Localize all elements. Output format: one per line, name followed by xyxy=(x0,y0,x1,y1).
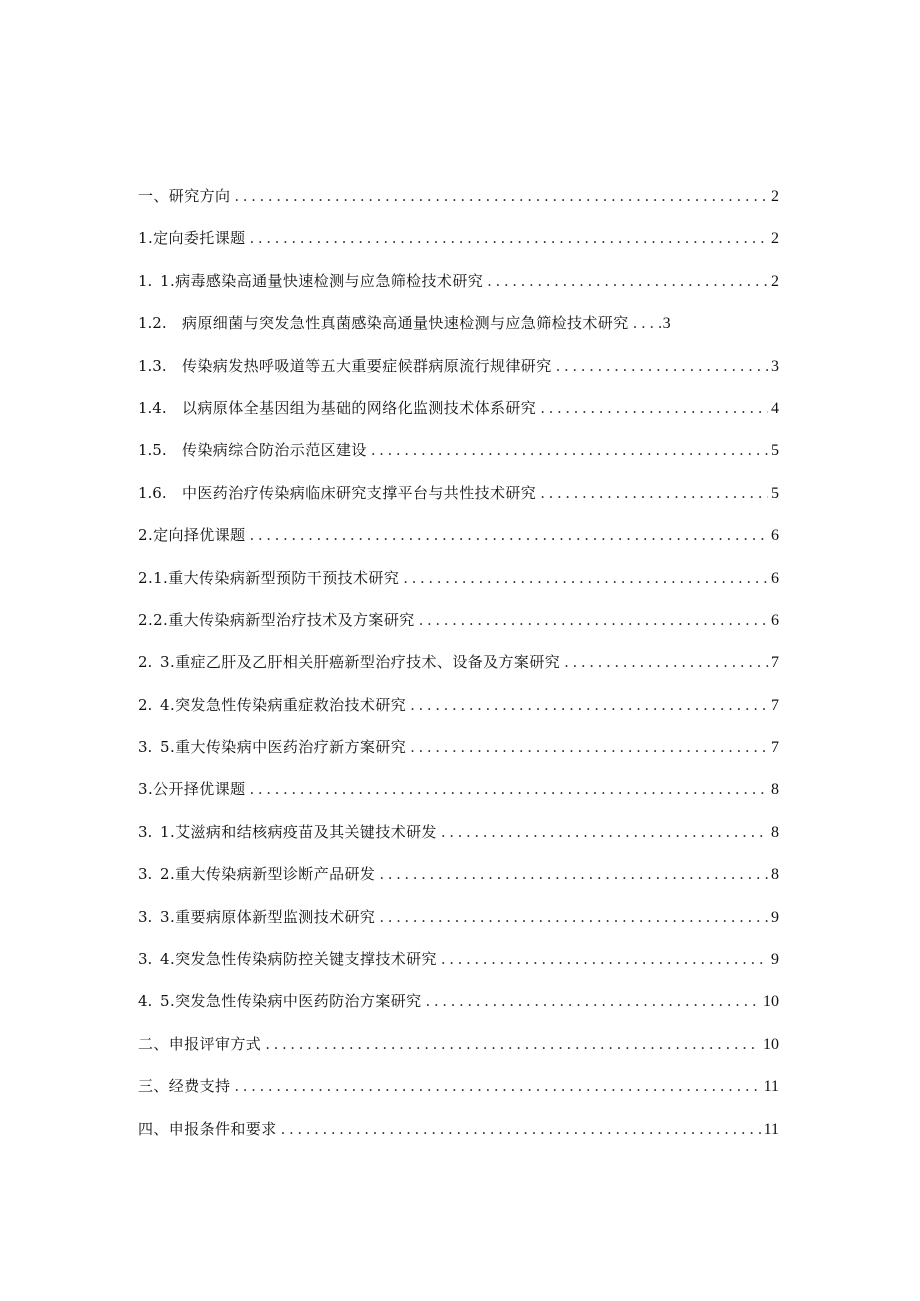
toc-entry-text: 2.重大传染病新型诊断产品研发 xyxy=(160,865,376,884)
toc-entry-text: 5.重大传染病中医药治疗新方案研究 xyxy=(160,738,407,757)
toc-entry-number: 3. xyxy=(138,950,153,969)
toc-entry-number: 1.5. xyxy=(138,441,167,460)
toc-entry-title xyxy=(138,941,437,977)
toc-entry-page: 3 xyxy=(771,357,779,375)
toc-entry-text: 传染病发热呼吸道等五大重要症候群病原流行规律研究 xyxy=(182,356,552,375)
toc-entry-title xyxy=(138,348,552,384)
toc-entry[interactable] xyxy=(138,1068,779,1110)
toc-entry[interactable] xyxy=(138,983,779,1025)
toc-entry-text: 以病原体全基因组为基础的网络化监测技术体系研究 xyxy=(182,398,537,417)
toc-leader xyxy=(234,1068,760,1104)
toc-entry-text: 1.艾滋病和结核病疫苗及其关键技术研发 xyxy=(160,822,437,841)
toc-entry-number: 3. xyxy=(138,865,153,884)
toc-leader xyxy=(234,178,768,214)
toc-leader xyxy=(487,263,768,299)
toc-entry-text: 3.重症乙肝及乙肝相关肝癌新型治疗技术、设备及方案研究 xyxy=(160,653,561,672)
toc-leader xyxy=(540,475,768,511)
toc-entry[interactable] xyxy=(138,644,779,686)
toc-entry-page: 2 xyxy=(771,188,779,205)
toc-entry[interactable] xyxy=(138,348,779,390)
toc-entry-page: 5 xyxy=(771,442,779,460)
toc-entry-number: 3. xyxy=(138,738,153,757)
toc-entry-title xyxy=(138,687,406,723)
toc-leader xyxy=(250,771,768,807)
toc-entry[interactable] xyxy=(138,390,779,432)
toc-entry-title: 2.2.重大传染病新型治疗技术及方案研究 xyxy=(138,610,415,629)
toc-entry[interactable] xyxy=(138,178,779,220)
toc-entry-page: 8 xyxy=(771,823,779,841)
toc-entry-title xyxy=(138,475,536,511)
toc-entry-text: 5.突发急性传染病中医药防治方案研究 xyxy=(160,992,422,1011)
toc-leader xyxy=(556,348,768,384)
toc-entry-text: 4.突发急性传染病重症救治技术研究 xyxy=(160,695,407,714)
toc-entry[interactable] xyxy=(138,941,779,983)
toc-entry-title: 四、申报条件和要求 xyxy=(138,1119,277,1138)
toc-entry-page: 10 xyxy=(763,993,779,1011)
toc-entry[interactable] xyxy=(138,899,779,941)
toc-entry[interactable] xyxy=(138,475,779,517)
toc-entry-number: 2. xyxy=(138,653,153,672)
toc-entry-title xyxy=(138,263,483,299)
toc-leader xyxy=(441,941,768,977)
toc-entry-title: 二、申报评审方式 xyxy=(138,1034,262,1053)
toc-entry-page: 8 xyxy=(771,866,779,884)
toc-leader xyxy=(410,687,768,723)
toc-entry-title xyxy=(138,814,437,850)
toc-leader xyxy=(564,644,768,680)
toc-entry-text: 病原细菌与突发急性真菌感染高通量快速检测与应急筛检技术研究 xyxy=(182,314,629,333)
toc-entry[interactable] xyxy=(138,517,779,559)
toc-entry-text: 1.病毒感染高通量快速检测与应急筛检技术研究 xyxy=(160,271,484,290)
toc-entry-number: 3. xyxy=(138,907,153,926)
toc-entry-title xyxy=(138,983,422,1019)
toc-entry[interactable] xyxy=(138,856,779,898)
toc-entry-page: 5 xyxy=(771,484,779,502)
toc-entry[interactable] xyxy=(138,1026,779,1068)
toc-leader xyxy=(403,560,768,596)
toc-entry-text: 传染病综合防治示范区建设 xyxy=(182,441,367,460)
toc-entry-title: 三、经费支持 xyxy=(138,1077,231,1096)
toc-entry-page: 6 xyxy=(771,527,779,545)
table-of-contents xyxy=(138,178,779,1153)
toc-leader xyxy=(426,983,760,1019)
toc-entry-number: 1. xyxy=(138,271,153,290)
toc-entry[interactable] xyxy=(138,729,779,771)
toc-leader xyxy=(419,602,768,638)
toc-entry[interactable] xyxy=(138,602,779,644)
toc-entry-text: 4.突发急性传染病防控关键支撑技术研究 xyxy=(160,950,437,969)
toc-leader xyxy=(540,390,768,426)
toc-entry-page: 4 xyxy=(771,399,779,417)
toc-entry[interactable] xyxy=(138,687,779,729)
toc-entry[interactable] xyxy=(138,220,779,262)
toc-entry-number: 1.6. xyxy=(138,483,167,502)
toc-leader xyxy=(250,517,768,553)
toc-entry-page: 7 xyxy=(771,739,779,757)
toc-leader xyxy=(379,856,768,892)
toc-leader xyxy=(281,1111,761,1147)
toc-entry-page: 11 xyxy=(763,1120,779,1138)
toc-entry[interactable] xyxy=(138,560,779,602)
toc-entry-number: 3. xyxy=(138,822,153,841)
toc-entry-page: 2 xyxy=(771,230,779,248)
toc-entry[interactable] xyxy=(138,1111,779,1153)
toc-entry-page: 7 xyxy=(771,696,779,714)
toc-entry-title xyxy=(138,432,367,468)
toc-entry[interactable] xyxy=(138,432,779,474)
toc-entry-number: 4. xyxy=(138,992,153,1011)
toc-entry-number: 1.3. xyxy=(138,356,167,375)
toc-entry-title: 2.1.重大传染病新型预防干预技术研究 xyxy=(138,568,400,587)
toc-entry-title xyxy=(138,856,375,892)
toc-entry-title: 1.定向委托课题 xyxy=(138,229,246,248)
toc-entry-title xyxy=(138,644,560,680)
toc-entry-number: 2. xyxy=(138,695,153,714)
toc-entry-title xyxy=(138,305,629,341)
toc-entry-title xyxy=(138,390,536,426)
toc-entry-page: 11 xyxy=(763,1078,779,1096)
toc-leader xyxy=(265,1026,760,1062)
toc-leader xyxy=(441,814,768,850)
toc-entry-page: 8 xyxy=(771,781,779,799)
toc-entry-title xyxy=(138,729,406,765)
toc-entry-page: 9 xyxy=(771,951,779,969)
toc-entry-page: 10 xyxy=(763,1035,779,1053)
toc-entry-page: 9 xyxy=(771,908,779,926)
toc-entry-page: 2 xyxy=(771,272,779,290)
toc-entry-number: 1.4. xyxy=(138,398,167,417)
toc-entry-text: 中医药治疗传染病临床研究支撑平台与共性技术研究 xyxy=(182,483,537,502)
toc-entry-page: 6 xyxy=(771,611,779,629)
toc-leader xyxy=(250,220,768,256)
toc-entry-page: 3 xyxy=(662,315,671,333)
toc-entry-page: 7 xyxy=(771,654,779,672)
toc-entry[interactable] xyxy=(138,263,779,305)
toc-entry-title: 3.公开择优课题 xyxy=(138,780,246,799)
toc-leader xyxy=(633,305,661,341)
toc-leader xyxy=(379,899,768,935)
toc-entry-text: 3.重要病原体新型监测技术研究 xyxy=(160,907,376,926)
toc-entry-page: 6 xyxy=(771,569,779,587)
toc-entry-number: 1.2. xyxy=(138,314,167,333)
toc-entry[interactable] xyxy=(138,814,779,856)
toc-leader xyxy=(410,729,768,765)
toc-entry-title: 一、研究方向 xyxy=(138,187,231,205)
toc-entry-title xyxy=(138,899,375,935)
toc-entry-title: 2.定向择优课题 xyxy=(138,526,246,545)
toc-entry[interactable] xyxy=(138,305,779,347)
toc-entry[interactable] xyxy=(138,771,779,813)
toc-leader xyxy=(371,432,768,468)
